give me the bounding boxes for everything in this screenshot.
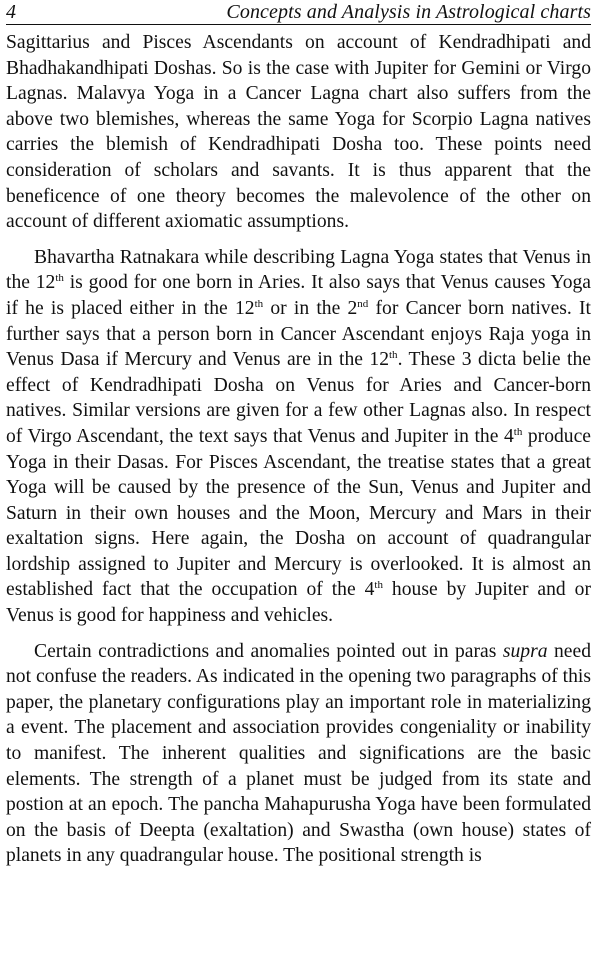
running-title: Concepts and Analysis in Astrological charts [226,1,591,23]
paragraph-1: Sagittarius and Pisces Ascendants on account of Kendradhipati and Bhadhakandhipati Doshas. So is the case with Jupiter for Gemini or Virgo Lagnas. Malavya Yoga in a Cancer Lagna chart also suffers from the above two blemishes, whereas the same Yoga for Scorpio Lagna natives carries the blemish of Kendradhipati Dosha too. These points need consideration of scholars and savants. It is thus apparent that the beneficence of one theory becomes the malevolence of the other on account of different axiomatic assumptions. [6,32,591,233]
ordinal-suffix: th [374,579,383,592]
ordinal-suffix: nd [357,297,369,310]
ordinal-suffix: th [389,349,398,362]
page-number: 4 [6,1,16,23]
ordinal-suffix: th [55,272,64,285]
italic-term: supra [502,640,548,662]
paragraph-2: Bhavartha Ratnakara while describing Lagna Yoga states that Venus in the 12th is good for one born in Aries. It also says that Venus causes Yoga if he is placed either in the 12th or in the 2nd for Cancer born natives. It further says that a person born in Cancer Ascendant enjoys Raja yoga in Venus Dasa if Mercury and Venus are in the 12th. These 3 dicta belie the effect of Kendradhipati Dosha on Venus for Aries and Cancer-born natives. Similar versions are given for a few other Lagnas also. In respect of Virgo Ascendant, the text says that Venus and Jupiter in the 4th produce Yoga in their Dasas. For Pisces Ascendant, the treatise states that a great Yoga will be caused by the presence of the Sun, Venus and Jupiter and Saturn in their own houses and the Moon, Mercury and Mars in their exaltation signs. Here again, the Dosha on account of quadrangular lordship assigned to Jupiter and Mercury is overlooked. It is almost an established fact that the occupation of the 4th house by Jupiter and or Venus is good for happiness and vehicles. [6,246,592,627]
body-text [6,30,591,879]
ordinal-suffix: th [513,425,523,438]
running-header [6,0,591,25]
paragraph-3: Certain contradictions and anomalies pointed out in paras supra need not confuse the readers. As indicated in the opening two paragraphs of this paper, the planetary configurations play an important role in materializing a event. The placement and association provides congeniality or inability to manifest. The inherent qualities and significations are the basic elements. The strength of a planet must be judged from its state and postion at an epoch. The pancha Mahapurusha Yoga have been formulated on the basis of Deepta (exaltation) and Swastha (own house) states of planets in any quadrangular house. The positional strength is [6,640,591,867]
ordinal-suffix: th [254,297,264,310]
